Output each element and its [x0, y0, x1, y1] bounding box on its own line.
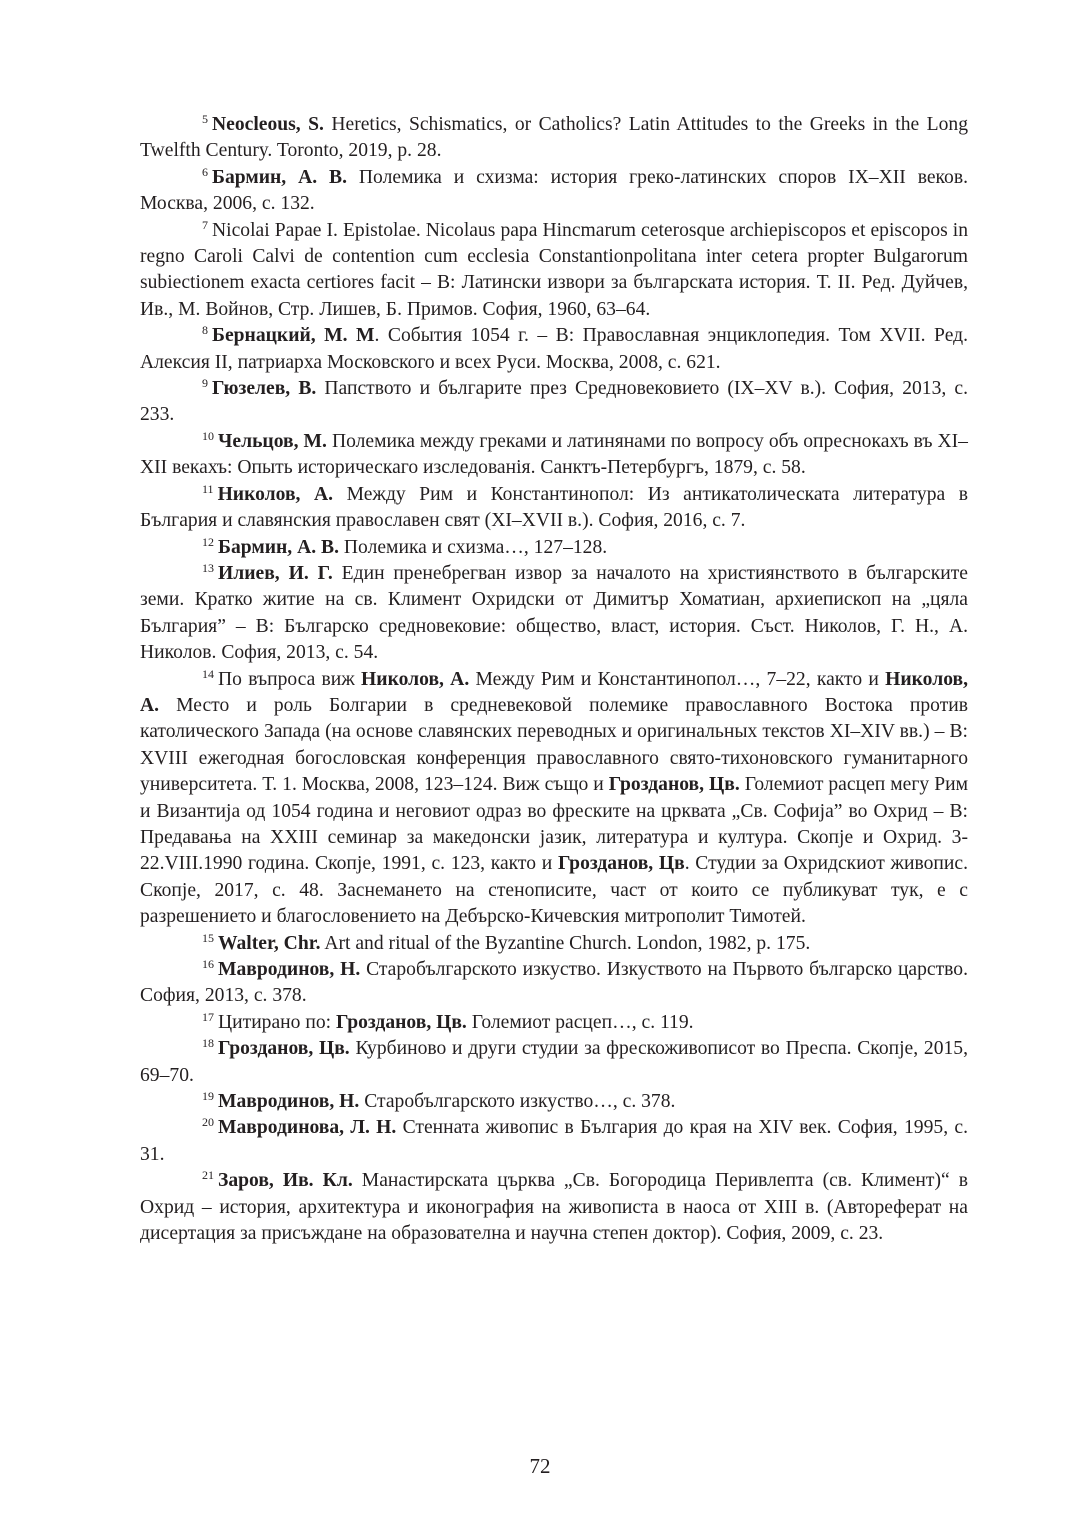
- footnote-20: [140, 1115, 968, 1168]
- footnote-number: 8: [202, 323, 208, 338]
- footnote-19: [140, 1089, 968, 1115]
- footnote-author: Грозданов, Цв.: [218, 1038, 350, 1060]
- footnote-15: [140, 931, 968, 957]
- footnote-17: [140, 1010, 968, 1036]
- footnote-author: Walter, Chr.: [218, 932, 321, 954]
- footnote-text: Стенната живопис в България до края на XIV век. София, 1995, с. 31.: [140, 1117, 968, 1165]
- footnote-text: Папството и българите през Средновековието (IX–XV в.). София, 2013, с. 233.: [140, 378, 968, 426]
- footnote-author: Бармин, А. В.: [212, 166, 347, 188]
- footnote-10: [140, 429, 968, 482]
- footnote-text: Големиот расцеп мегу Рим и Византија од 1054 година и неговиот одраз во фреските на црквата „Св. Софија” во Охрид – В: Предавања на XXIII семинар за македонски јазик, литература и култура. Скопје и Охрид. 3-22.VIII.1990 година. Скопје, 1991, с. 123, както и: [140, 774, 968, 875]
- footnote-11: [140, 482, 968, 535]
- footnote-number: 6: [202, 164, 208, 179]
- footnote-text: . Студии за Охридскиот живопис. Скопје, 2017, с. 48. Заснемането на стенописите, част от които се публикуват тук, е с разрешението и благословението на Дебърско-Кичевския митрополит Тимотей.: [140, 853, 968, 928]
- footnote-14: [140, 667, 968, 931]
- footnote-number: 19: [202, 1089, 214, 1104]
- footnote-author: Мавродинова, Л. Н.: [218, 1117, 397, 1139]
- footnote-16: [140, 957, 968, 1010]
- footnote-21: [140, 1168, 968, 1247]
- footnote-number: 5: [202, 112, 208, 126]
- footnote-5: [140, 112, 968, 165]
- footnote-author: Николов, А.: [140, 668, 969, 716]
- footnote-text: Цитирано по:: [218, 1011, 336, 1033]
- footnote-text: По въпроса виж: [218, 668, 362, 690]
- footnote-author: Neocleous, S.: [212, 114, 324, 135]
- footnote-7: [140, 218, 968, 324]
- footnote-text: Между Рим и Константинопол: Из антикатолическата литература в България и славянския православен свят (XI–XVII в.). София, 2016, с. 7.: [140, 483, 968, 532]
- footnote-text: Един пренебрегван извор за началото на християнството в българските земи. Кратко житие на св. Климент Охридски от Димитър Хоматиан, архиепископ на „цяла България” – В: Българско средновековие: общество, власт, история. Съст. Николов, Г. Н., А. Николов. София, 2013, с. 54.: [140, 562, 968, 664]
- footnote-author: Илиев, И. Г.: [218, 562, 333, 584]
- footnote-author: Чельцов, М.: [218, 430, 327, 452]
- footnote-number: 20: [202, 1115, 214, 1130]
- footnote-text: Место и роль Болгарии в средневековой полемике православного Востока против католического Запада (на основе славянских переводных и оригинальных текстов XI–XIV вв.) – В: XVIII ежегодная богословская конференция православного свято-тихоновского гуманитарного университета. Т. 1. Москва, 2008, 123–124. Виж също и: [140, 694, 968, 796]
- footnote-author: Бернацкий, М. М: [212, 325, 375, 347]
- footnote-author: Заров, Ив. Кл.: [218, 1170, 353, 1192]
- footnote-author: Николов, А.: [361, 668, 470, 690]
- footnotes-section: [140, 112, 968, 1247]
- footnote-text: Полемика между греками и латинянами по вопросу объ опреснокахъ въ XI–XII векахъ: Опыть историческаго изследованія. Санктъ-Петербургъ, 1879, с. 58.: [140, 430, 968, 479]
- footnote-text: Старобългарското изкуство. Изкуството на Първото българско царство. София, 2013, с. 378.: [140, 959, 968, 1007]
- footnote-number: 10: [202, 428, 214, 443]
- footnote-number: 21: [202, 1168, 214, 1183]
- footnote-author: Гюзелев, В.: [212, 378, 317, 400]
- footnote-number: 17: [202, 1009, 214, 1024]
- footnote-text: Големиот расцеп…, с. 119.: [466, 1011, 694, 1033]
- footnote-number: 18: [202, 1036, 214, 1051]
- footnote-number: 14: [202, 666, 214, 681]
- footnote-text: Между Рим и Константинопол…, 7–22, както и: [469, 668, 886, 690]
- footnote-number: 11: [202, 481, 214, 496]
- footnote-number: 15: [202, 930, 214, 945]
- page-number: 72: [529, 1454, 551, 1478]
- footnote-12: [140, 535, 968, 561]
- footnote-18: [140, 1036, 968, 1089]
- footnote-text: Манастирската църква „Св. Богородица Перивлепта (св. Климент)“ в Охрид – история, архитектура и иконография на живописта в наоса от XIII в. (Автореферат на дисертация за присъждане на образователна и научна степен доктор). София, 2009, с. 23.: [140, 1170, 968, 1245]
- footnote-author: Мавродинов, Н.: [218, 959, 361, 980]
- footnote-8: [140, 323, 968, 376]
- footnote-author: Грозданов, Цв: [557, 853, 685, 875]
- footnote-text: Полемика и схизма…, 127–128.: [339, 536, 608, 558]
- footnote-number: 16: [202, 957, 214, 971]
- footnote-author: Грозданов, Цв.: [335, 1011, 467, 1033]
- footnote-number: 9: [202, 376, 208, 391]
- footnote-text: Heretics, Schismatics, or Catholics? Latin Attitudes to the Greeks in the Long Twelfth Century. Toronto, 2019, p. 28.: [140, 114, 968, 162]
- footnote-text: Nicolai Papae I. Epistolae. Nicolaus papa Hincmarum ceterosque archiepiscopos et episcopos in regno Caroli Calvi de contention cum ecclesia Constantionpolitana inter cetera propter Bulgarorum subiectionem exacta certiores facit – В: Латински извори за българската история. Т. II. Ред. Дуйчев, Ив., М. Войнов, Стр. Лишев, Б. Примов. София, 1960, 63–64.: [140, 219, 968, 320]
- footnote-text: Полемика и схизма: история греко-латинских споров IX–XII веков. Москва, 2006, с. 132.: [140, 166, 968, 215]
- footnote-text: Старобългарското изкуство…, с. 378.: [359, 1091, 676, 1113]
- footnote-9: [140, 376, 968, 429]
- footnote-number: 13: [202, 560, 214, 575]
- footnote-text: Art and ritual of the Byzantine Church. London, 1982, p. 175.: [320, 932, 811, 954]
- footnote-author: Грозданов, Цв.: [608, 774, 740, 796]
- footnote-6: [140, 165, 968, 218]
- footnote-13: [140, 561, 968, 667]
- footnote-author: Бармин, А. В.: [218, 536, 339, 558]
- footnote-number: 7: [202, 217, 208, 232]
- footnote-author: Николов, А.: [217, 483, 334, 505]
- footnote-text: Курбиново и други студии за фрескоживописот во Преспа. Скопје, 2015, 69–70.: [140, 1038, 968, 1086]
- footnote-text: . События 1054 г. – В: Православная энциклопедия. Том XVII. Ред. Алексия II, патриарха Московского и всех Руси. Москва, 2008, с. 621.: [140, 325, 968, 373]
- footnote-number: 12: [202, 534, 214, 549]
- footnote-author: Мавродинов, Н.: [218, 1091, 360, 1113]
